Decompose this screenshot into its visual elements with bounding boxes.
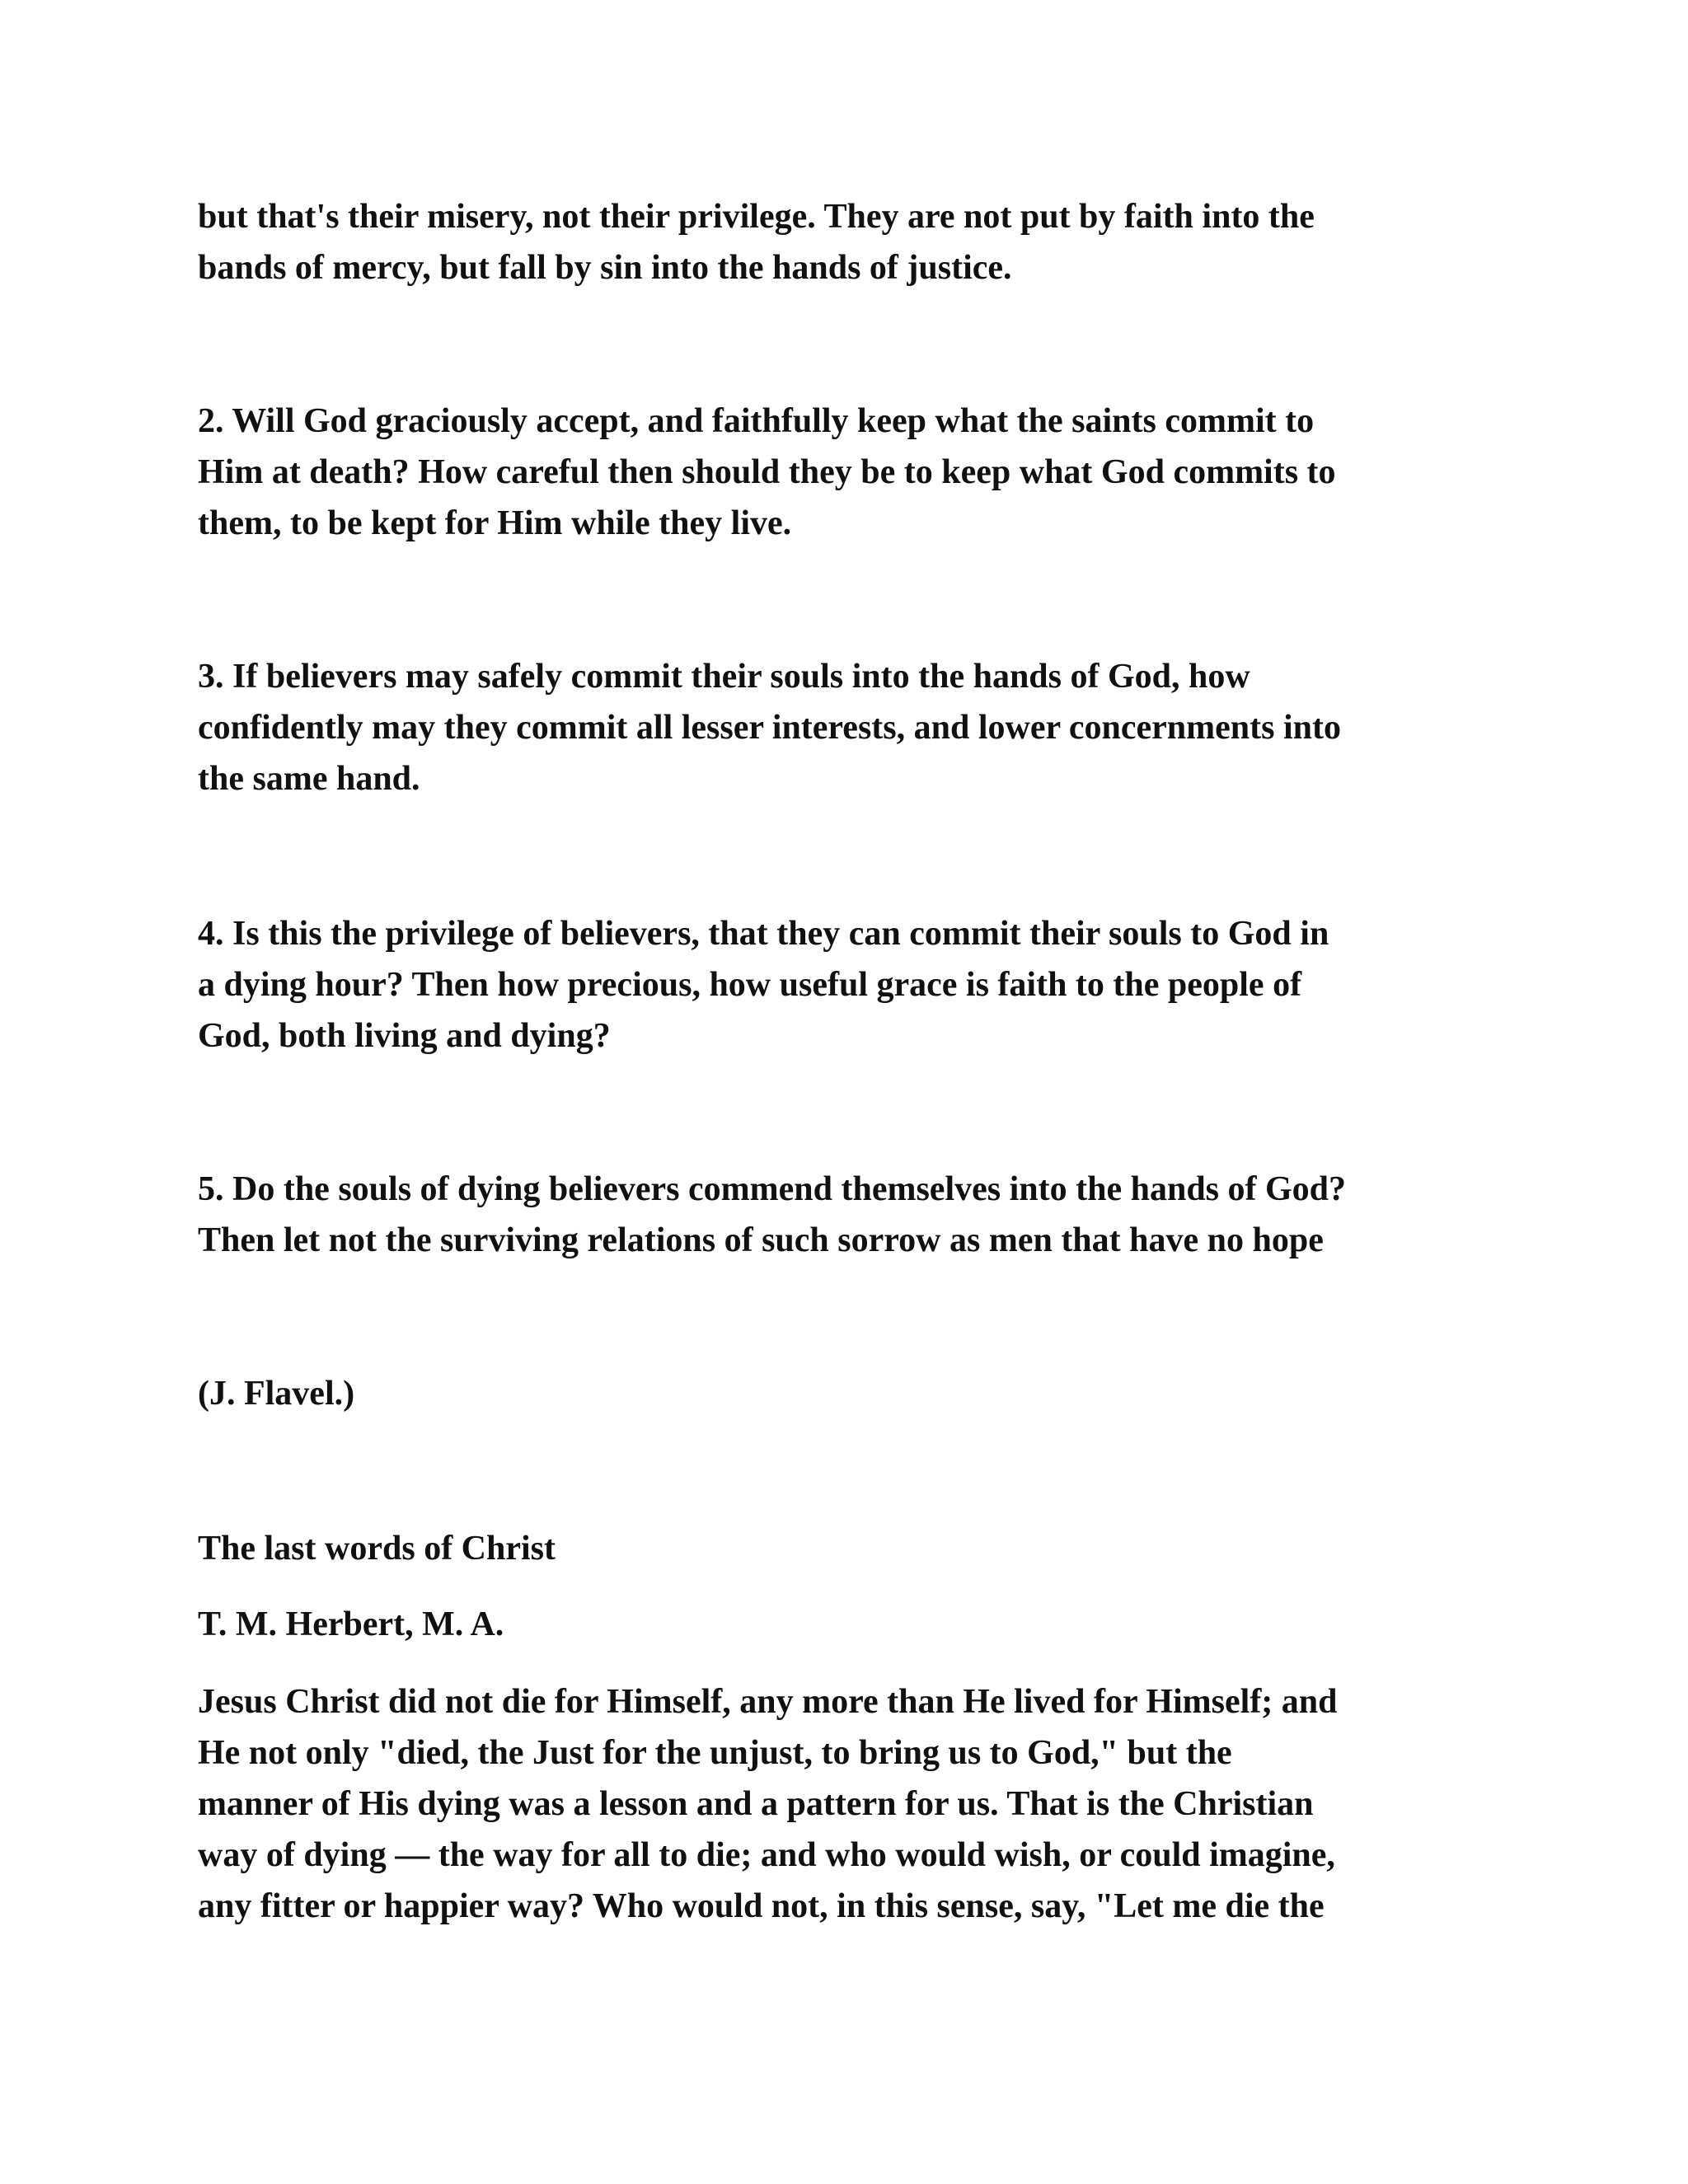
text-line: but that's their misery, not their privilege. They are not put by faith into the <box>198 198 1315 236</box>
text-line: T. M. Herbert, M. A. <box>198 1605 504 1643</box>
section-title <box>198 1523 1517 1574</box>
text-line: bands of mercy, but fall by sin into the hands of justice. <box>198 249 1012 287</box>
text-line: 5. Do the souls of dying believers commend themselves into the hands of God? <box>198 1170 1347 1208</box>
attribution <box>198 1368 1517 1419</box>
text-line: any fitter or happier way? Who would not, in this sense, say, "Let me die the <box>198 1887 1325 1925</box>
text-line: them, to be kept for Him while they live. <box>198 504 792 542</box>
paragraph-continuation <box>198 191 1517 293</box>
text-line: confidently may they commit all lesser interests, and lower concernments into <box>198 709 1341 747</box>
text-line: 4. Is this the privilege of believers, that they can commit their souls to God in <box>198 915 1329 953</box>
paragraph-point-5 <box>198 1164 1517 1266</box>
text-line: the same hand. <box>198 760 420 798</box>
text-line: (J. Flavel.) <box>198 1375 355 1413</box>
text-line: way of dying — the way for all to die; and who would wish, or could imagine, <box>198 1836 1335 1874</box>
text-line: He not only "died, the Just for the unjust, to bring us to God," but the <box>198 1734 1232 1772</box>
paragraph-point-2 <box>198 396 1517 549</box>
text-line: a dying hour? Then how precious, how useful grace is faith to the people of <box>198 966 1302 1004</box>
paragraph-point-4 <box>198 908 1517 1062</box>
text-line: Him at death? How careful then should they be to keep what God commits to <box>198 453 1336 491</box>
section-author <box>198 1599 1517 1650</box>
text-line: 3. If believers may safely commit their souls into the hands of God, how <box>198 658 1250 696</box>
text-line: Jesus Christ did not die for Himself, any more than He lived for Himself; and <box>198 1683 1338 1721</box>
paragraph-body <box>198 1676 1517 1932</box>
text-line: Then let not the surviving relations of such sorrow as men that have no hope <box>198 1221 1324 1259</box>
paragraph-point-3 <box>198 651 1517 804</box>
text-line: The last words of Christ <box>198 1530 556 1568</box>
text-line: God, both living and dying? <box>198 1017 611 1055</box>
text-line: manner of His dying was a lesson and a pattern for us. That is the Christian <box>198 1785 1314 1823</box>
text-line: 2. Will God graciously accept, and faithfully keep what the saints commit to <box>198 402 1315 440</box>
